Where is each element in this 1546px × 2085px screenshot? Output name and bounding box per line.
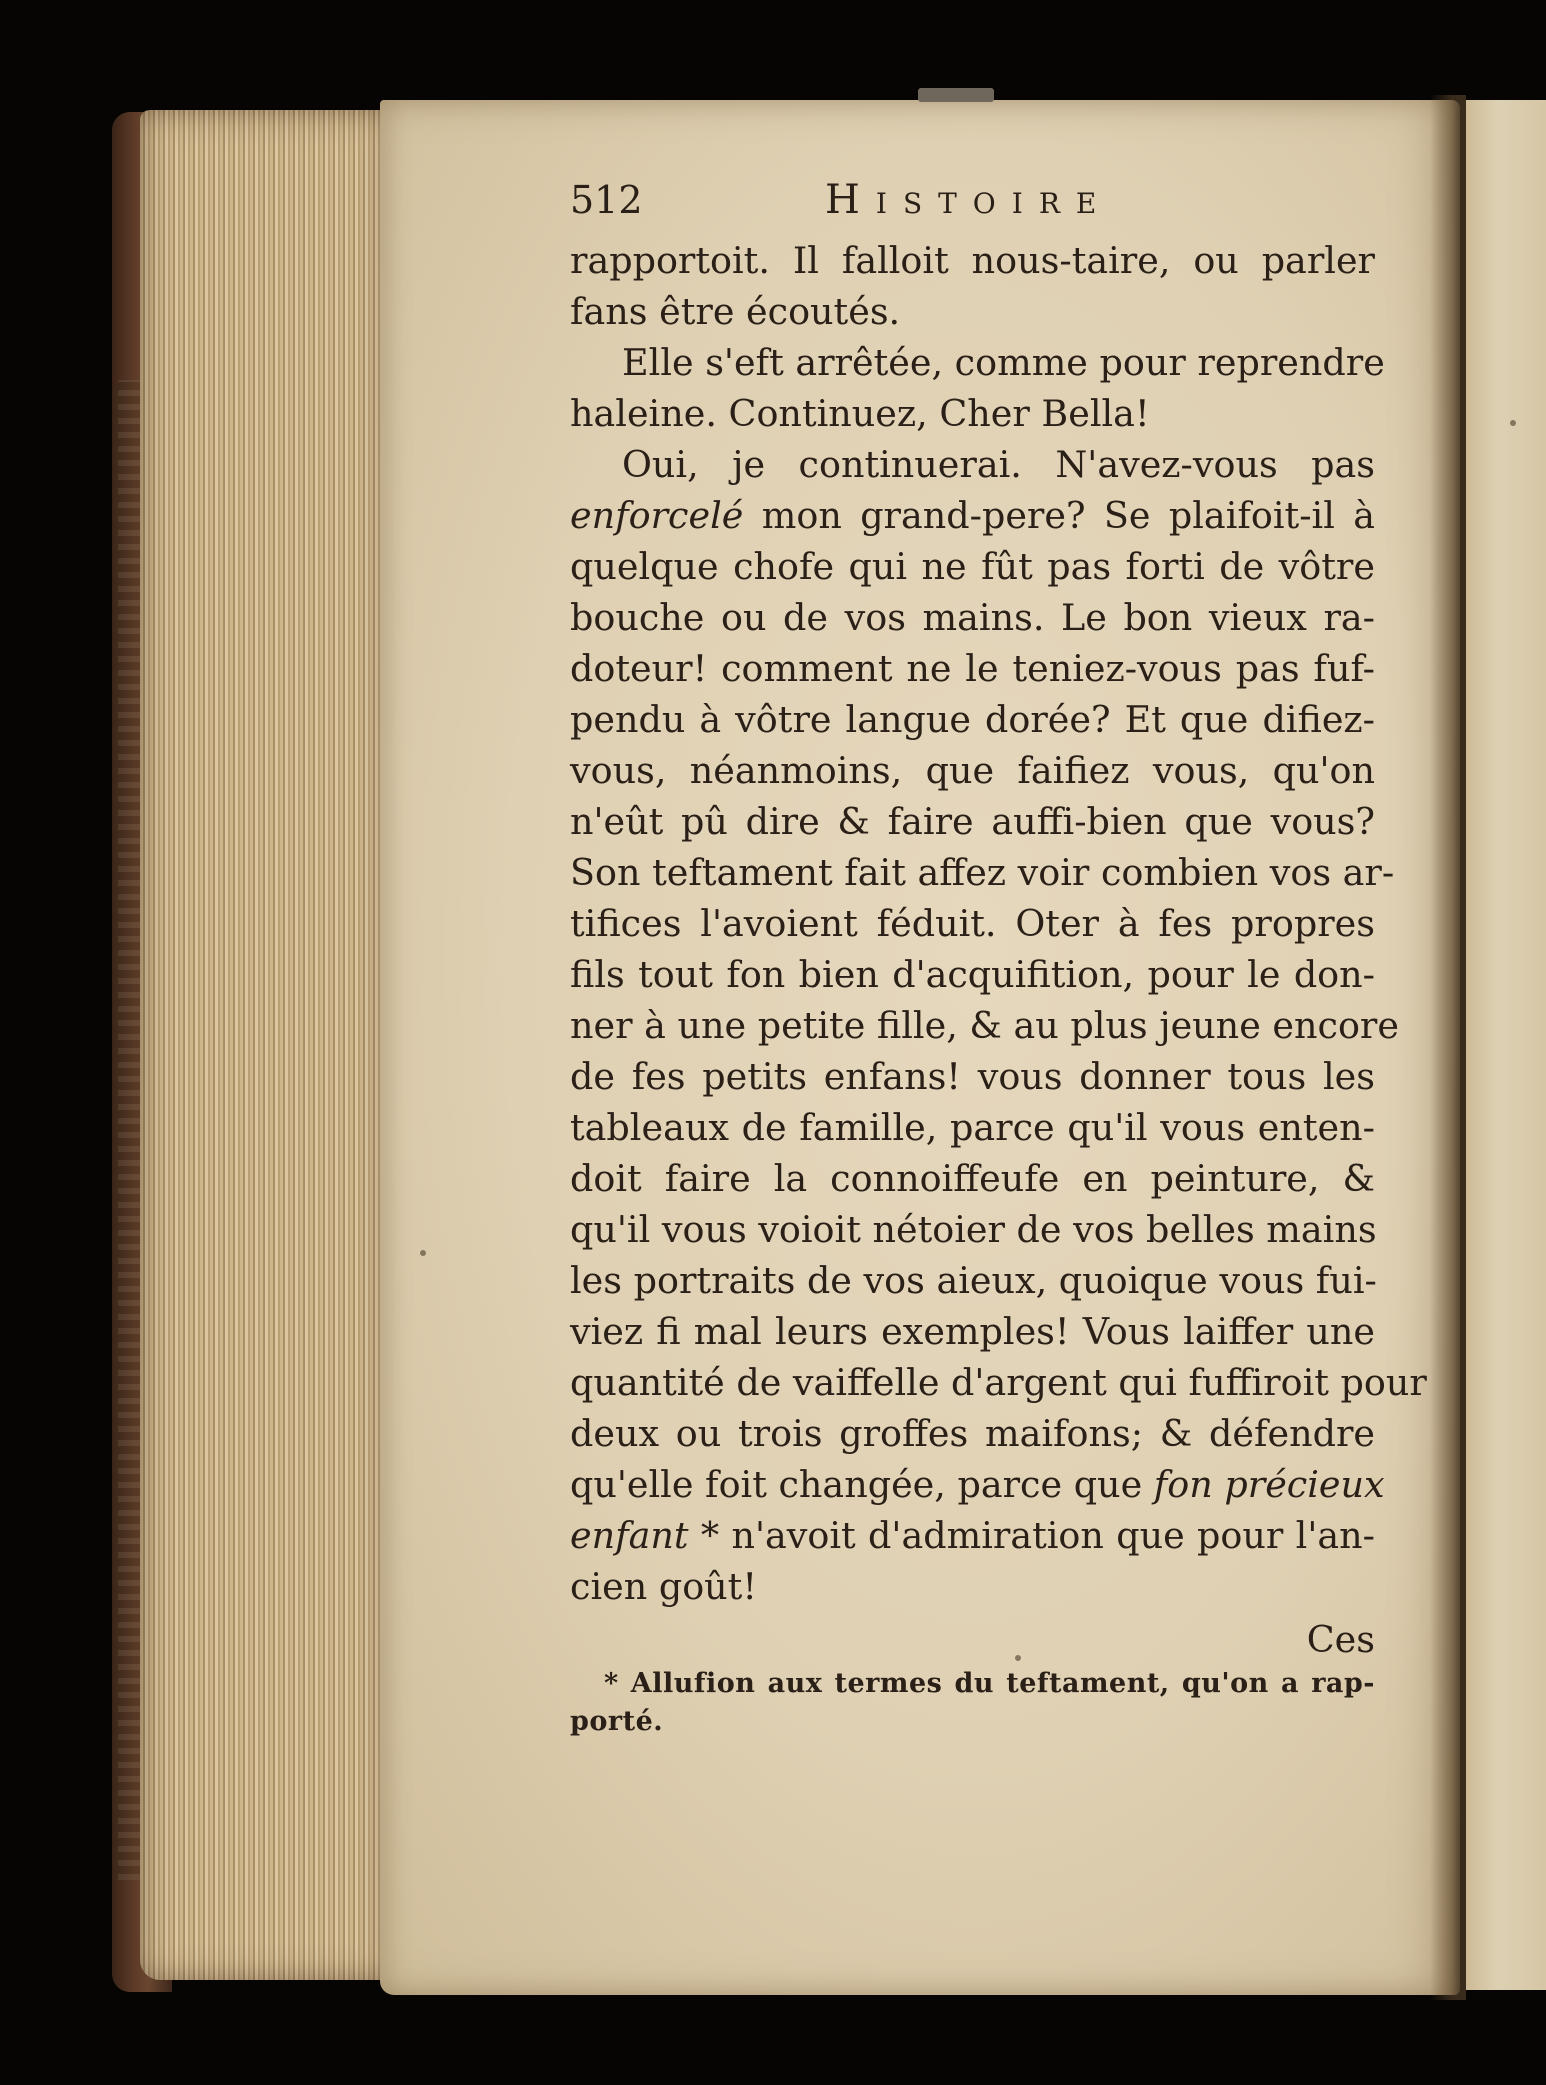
text-segment: tifices l'avoient féduit. Oter à fes propres [570, 902, 1375, 945]
text-line [570, 745, 1375, 796]
text-segment: de fes petits enfans! vous donner tous les [570, 1055, 1375, 1098]
text-line [570, 1000, 1399, 1051]
text-line [570, 1357, 1427, 1408]
text-line [570, 949, 1375, 1000]
text-segment: Oui, je continuerai. N'avez-vous pas [622, 443, 1375, 486]
text-segment: Son teftament fait affez voir combien vos ar- [570, 851, 1395, 894]
footnote-line: * Allufion aux termes du teftament, qu'on a rap- [604, 1668, 1375, 1699]
foxing-spot [420, 1250, 426, 1256]
facing-page-edge [1466, 100, 1546, 1990]
catchword: Ces [1306, 1618, 1375, 1661]
text-segment: viez fi mal leurs exemples! Vous laiffer une [570, 1310, 1375, 1353]
text-line [570, 694, 1375, 745]
text-segment: fans être écoutés. [570, 290, 901, 333]
text-segment: doit faire la connoiffeufe en peinture, & [570, 1157, 1375, 1200]
text-line [570, 796, 1375, 847]
text-segment: qu'il vous voioit nétoier de vos belles mains [570, 1208, 1377, 1251]
text-segment: ner à une petite fille, & au plus jeune encore [570, 1004, 1399, 1047]
body-text [570, 235, 1427, 1612]
text-segment: les portraits de vos aieux, quoique vous fui- [570, 1259, 1377, 1302]
text-segment: bouche ou de vos mains. Le bon vieux ra- [570, 596, 1375, 639]
text-segment: rapportoit. Il falloit nous-taire, ou parler [570, 239, 1375, 282]
text-line [570, 235, 1375, 286]
text-segment: n'eût pû dire & faire auffi-bien que vous? [570, 800, 1375, 843]
running-head [570, 175, 1375, 235]
text-line [570, 592, 1375, 643]
text-segment: * n'avoit d'admiration que pour l'an- [688, 1514, 1375, 1557]
text-segment: doteur! comment ne le teniez-vous pas fuf- [570, 647, 1375, 690]
text-line [570, 388, 1375, 439]
text-segment: quantité de vaiffelle d'argent qui fuffiroit pour [570, 1361, 1427, 1404]
text-segment: haleine. Continuez, Cher Bella! [570, 392, 1150, 435]
italic-text: fon précieux [1153, 1463, 1385, 1506]
text-segment: pendu à vôtre langue dorée? Et que difiez- [570, 698, 1375, 741]
text-line [570, 1510, 1375, 1561]
text-line [570, 1153, 1375, 1204]
text-segment: deux ou trois groffes maifons; & défendre [570, 1412, 1375, 1455]
text-line [570, 847, 1395, 898]
text-line [570, 490, 1375, 541]
text-segment: tableaux de famille, parce qu'il vous enten- [570, 1106, 1375, 1149]
footnote [570, 1665, 1375, 1741]
text-segment: cien goût! [570, 1565, 758, 1608]
binding-tab [918, 88, 994, 102]
text-line [570, 1102, 1375, 1153]
text-line [570, 1051, 1375, 1102]
text-line [570, 1306, 1375, 1357]
text-line [570, 541, 1375, 592]
page-number: 512 [570, 178, 643, 222]
running-title: Histoire [825, 177, 1113, 223]
text-line [570, 439, 1375, 490]
foxing-spot [1510, 420, 1516, 426]
text-segment: fils tout fon bien d'acquifition, pour le don- [570, 953, 1375, 996]
text-line [570, 1204, 1375, 1255]
text-line [570, 1459, 1385, 1510]
text-line [570, 1255, 1375, 1306]
text-line [570, 898, 1375, 949]
page-text [570, 175, 1427, 1741]
text-segment: quelque chofe qui ne fût pas forti de vôtre [570, 545, 1375, 588]
italic-text: enforcelé [570, 494, 744, 537]
text-line [570, 643, 1375, 694]
gutter-shadow [1430, 95, 1466, 2000]
text-segment: qu'elle foit changée, parce que [570, 1463, 1154, 1506]
text-line [570, 1408, 1375, 1459]
page-edges [140, 110, 390, 1980]
text-line [570, 337, 1385, 388]
text-segment: mon grand-pere? Se plaifoit-il à [743, 494, 1375, 537]
text-line [570, 1561, 1375, 1612]
text-segment: vous, néanmoins, que faifiez vous, qu'on [570, 749, 1375, 792]
text-line [570, 286, 1375, 337]
footnote-line: porté. [570, 1706, 664, 1737]
italic-text: enfant [570, 1514, 689, 1557]
text-segment: Elle s'eft arrêtée, comme pour reprendre [622, 341, 1385, 384]
